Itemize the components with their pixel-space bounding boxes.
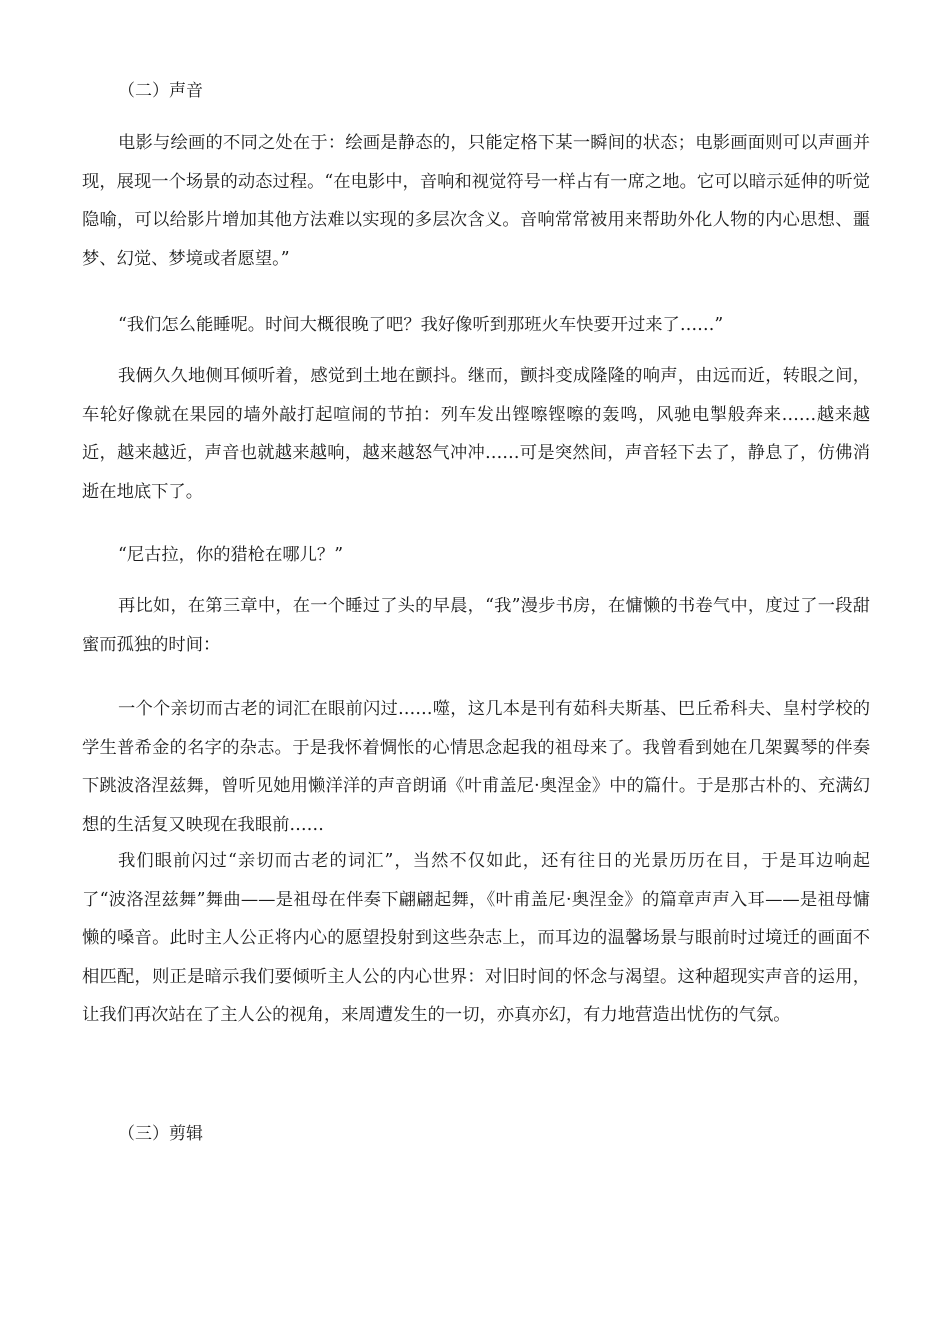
paragraph-old-words: 一个个亲切而古老的词汇在眼前闪过……噬，这几本是刊有茹科夫斯基、巴丘希科夫、皇村学校的学生普希金的名字的杂志。于是我怀着惆怅的心情思念起我的祖母来了。我曾看到她在几架翼琴的伴奏下跳波洛涅兹舞，曾听见她用懒洋洋的声音朗诵《叶甫盖尼·奥涅金》中的篇什。于是那古朴的、充满幻想的生活复又映现在我眼前…… bbox=[82, 699, 870, 835]
paragraph-listening: 我俩久久地侧耳倾听着，感觉到土地在颤抖。继而，颤抖变成隆隆的响声，由远而近，转眼之间，车轮好像就在果园的墙外敲打起喧闹的节拍：列车发出铿嚓铿嚓的轰鸣，风驰电掣般奔来……越来越近，越来越近，声音也就越来越响，越来越怒气冲冲……可是突然间，声音轻下去了，静息了，仿佛消逝在地底下了。 bbox=[82, 366, 870, 502]
paragraph-chapter-three: 再比如，在第三章中，在一个睡过了头的早晨，“我”漫步书房，在慵懒的书卷气中，度过了一段甜蜜而孤独的时间： bbox=[82, 596, 870, 655]
paragraph-analysis: 我们眼前闪过“亲切而古老的词汇”，当然不仅如此，还有往日的光景历历在目，于是耳边响起了“波洛涅兹舞”舞曲——是祖母在伴奏下翩翩起舞，《叶甫盖尼·奥涅金》的篇章声声入耳——是祖母慵懒的嗓音。此时主人公正将内心的愿望投射到这些杂志上，而耳边的温馨场景与眼前时过境迁的画面不相匹配，则正是暗示我们要倾听主人公的内心世界：对旧时间的怀念与渴望。这种超现实声音的运用，让我们再次站在了主人公的视角，来周遭发生的一切，亦真亦幻，有力地营造出忧伤的气氛。 bbox=[82, 851, 870, 1025]
section-heading-editing: （三）剪辑 bbox=[118, 1124, 203, 1144]
paragraph-quote-train: “我们怎么能睡呢。时间大概很晚了吧？我好像听到那班火车快要开过来了……” bbox=[118, 315, 724, 335]
paragraph-quote-nikolai: “尼古拉，你的猎枪在哪儿？” bbox=[118, 545, 344, 565]
paragraph-film-vs-painting: 电影与绘画的不同之处在于：绘画是静态的，只能定格下某一瞬间的状态；电影画面则可以声画并现，展现一个场景的动态过程。“在电影中，音响和视觉符号一样占有一席之地。它可以暗示延伸的听觉隐喻，可以给影片增加其他方法难以实现的多层次含义。音响常常被用来帮助外化人物的内心思想、噩梦、幻觉、梦境或者愿望。” bbox=[82, 133, 870, 269]
section-heading-sound: （二）声音 bbox=[118, 81, 203, 101]
